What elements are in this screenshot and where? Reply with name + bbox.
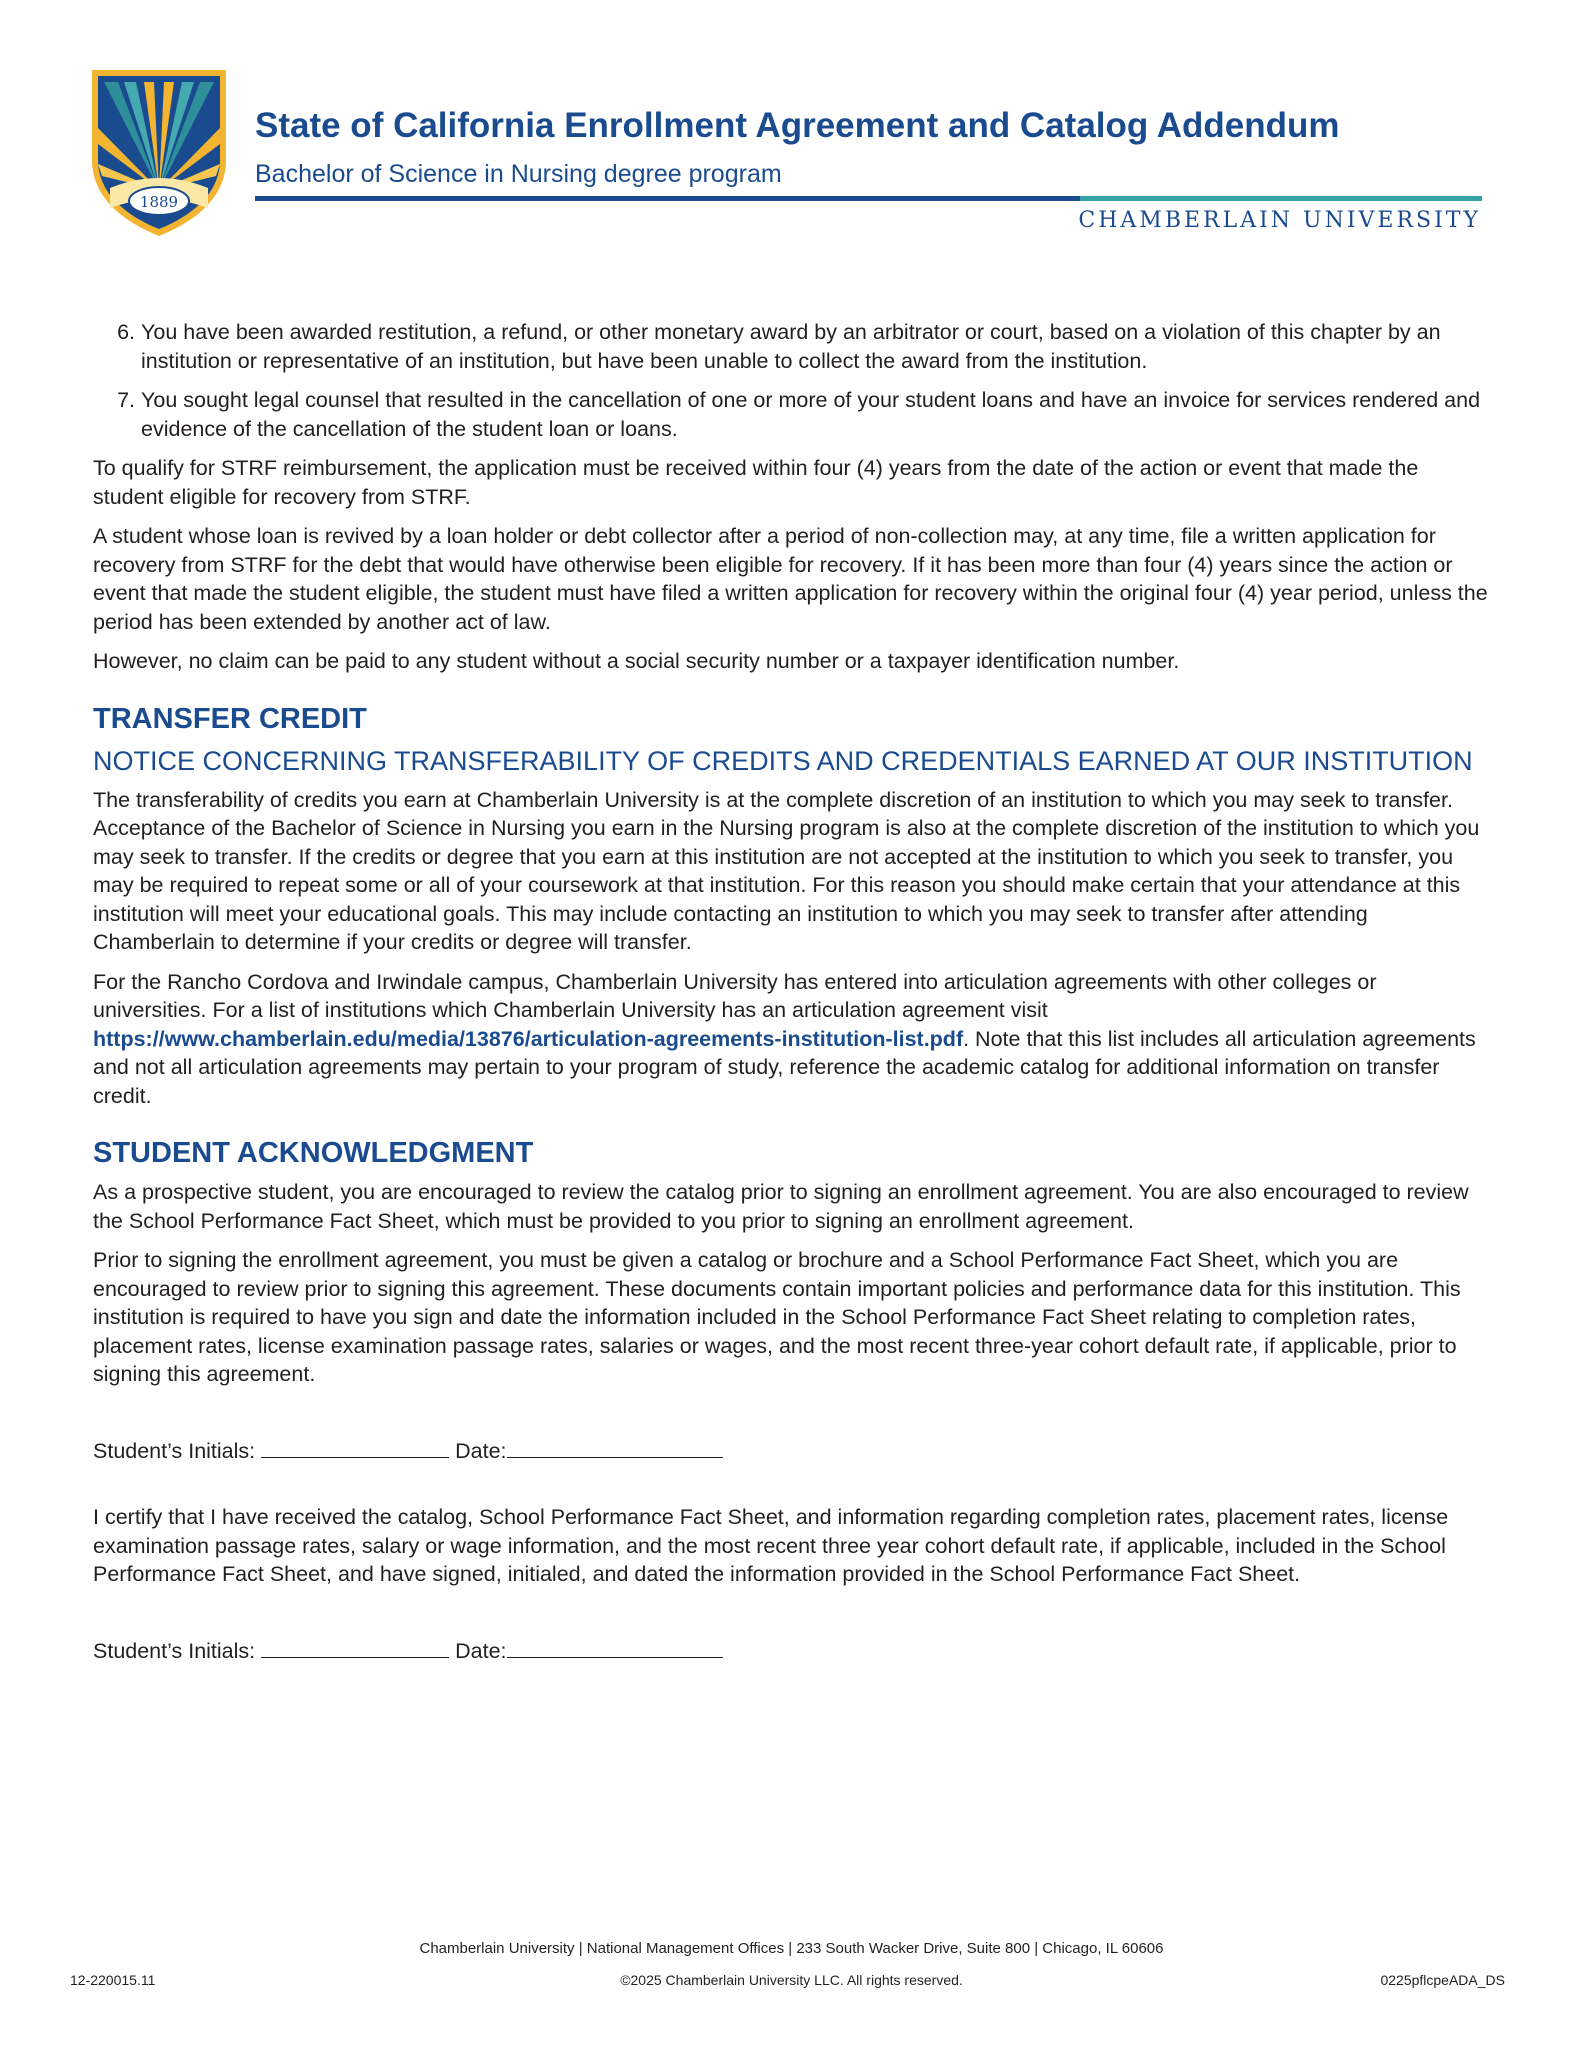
document-title: State of California Enrollment Agreement and Catalog Addendum	[255, 106, 1340, 145]
footer-document-number: 12-220015.11	[70, 1972, 156, 1988]
strf-paragraph-reimbursement: To qualify for STRF reimbursement, the application must be received within four (4) years from the date of the action or event that made the student eligible for recovery from STRF.	[93, 456, 1419, 509]
document-body	[93, 318, 1493, 1703]
acknowledgment-paragraph-catalog: As a prospective student, you are encouraged to review the catalog prior to signing an enrollment agreement. You are also encouraged to review the School Performance Fact Sheet, which must be provided to you prior to signing an enrollment agreement.	[93, 1180, 1469, 1233]
document-subtitle: Bachelor of Science in Nursing degree program	[255, 160, 782, 188]
strf-paragraph-revived-loan: A student whose loan is revived by a loan holder or debt collector after a period of non-collection may, at any time, file a written application for recovery from STRF for the debt that would have otherwise been eligible for recovery. If it has been more than four (4) years since the action or event that made the student eligible, the student must have filed a written application for recovery within the original four (4) year period, unless the period has been extended by another act of law.	[93, 524, 1488, 634]
strf-eligibility-list	[93, 318, 1493, 443]
initials-field[interactable]	[261, 1635, 449, 1658]
acknowledgment-paragraph-fact-sheet: Prior to signing the enrollment agreement, you must be given a catalog or brochure and a School Performance Fact Sheet, which you are encouraged to review prior to signing this agreement. These documents contain important policies and performance data for this institution. This institution is required to have you sign and date the information included in the School Performance Fact Sheet relating to completion rates, placement rates, license examination passage rates, salaries or wages, and the most recent three-year cohort default rate, if applicable, prior to signing this agreement.	[93, 1248, 1461, 1386]
articulation-text-start: For the Rancho Cordova and Irwindale campus, Chamberlain University has entered into articulation agreements with other colleges or universities. For a list of institutions which Chamberlain University has an articulation agreement visit	[93, 969, 1377, 1022]
seal-year: 1889	[139, 193, 179, 211]
transferability-paragraph: The transferability of credits you earn at Chamberlain University is at the complete discretion of an institution to which you may seek to transfer. Acceptance of the Bachelor of Science in Nursing you earn in the Nursing program is also at the complete discretion of the institution to which you may seek to transfer. If the credits or degree that you earn at this institution are not accepted at the institution to which you seek to transfer, you may be required to repeat some or all of your coursework at that institution. For this reason you should make certain that your attendance at this institution will meet your educational goals. This may include contacting an institution to which you may seek to transfer after attending Chamberlain to determine if your credits or degree will transfer.	[93, 787, 1480, 954]
signature-row-2	[93, 1635, 1493, 1666]
strf-paragraph-claim: However, no claim can be paid to any student without a social security number or a taxpayer identification number.	[93, 649, 1180, 673]
initials-field[interactable]	[261, 1435, 449, 1458]
signature-row-1	[93, 1435, 1493, 1466]
date-label: Date:	[455, 1638, 507, 1663]
transfer-credit-heading: TRANSFER CREDIT	[93, 702, 367, 735]
initials-label: Student’s Initials:	[93, 1438, 256, 1463]
footer-copyright: ©2025 Chamberlain University LLC. All rights reserved.	[620, 1972, 963, 1988]
date-label: Date:	[455, 1438, 507, 1463]
footer-address: Chamberlain University | National Management Offices | 233 South Wacker Drive, Suite 800 | Chicago, IL 60606	[419, 1940, 1164, 1957]
chamberlain-seal-logo	[90, 68, 228, 238]
date-field[interactable]	[507, 1635, 723, 1658]
initials-label: Student’s Initials:	[93, 1638, 256, 1663]
date-field[interactable]	[507, 1435, 723, 1458]
header-rule-teal	[1080, 196, 1482, 201]
articulation-agreements-link[interactable]: https://www.chamberlain.edu/media/13876/articulation-agreements-institution-list.pdf	[93, 1026, 964, 1051]
articulation-paragraph	[93, 968, 1493, 1111]
document-header	[0, 0, 1583, 250]
university-wordmark: CHAMBERLAIN UNIVERSITY	[1078, 208, 1481, 233]
certification-paragraph: I certify that I have received the catalog, School Performance Fact Sheet, and information regarding completion rates, placement rates, license examination passage rates, salary or wage information, and the most recent three year cohort default rate, if applicable, included in the School Performance Fact Sheet, and have signed, initialed, and dated the information provided in the School Performance Fact Sheet.	[93, 1505, 1449, 1586]
transferability-notice-heading: NOTICE CONCERNING TRANSFERABILITY OF CREDITS AND CREDENTIALS EARNED AT OUR INSTITUTION	[93, 745, 1473, 776]
header-rule-blue	[255, 196, 1080, 201]
articulation-text-end: . Note that this list includes all articulation agreements and not all articulation agreements may pertain to your program of study, reference the academic catalog for additional information on transfer credit.	[93, 1026, 1476, 1108]
list-item: 6. You have been awarded restitution, a refund, or other monetary award by an arbitrator or court, based on a violation of this chapter by an institution or representative of an institution, but have been unable to collect the award from the institution.	[141, 318, 1493, 375]
student-acknowledgment-heading: STUDENT ACKNOWLEDGMENT	[93, 1137, 534, 1169]
list-item: 7. You sought legal counsel that resulted in the cancellation of one or more of your student loans and have an invoice for services rendered and evidence of the cancellation of the student loan or loans.	[141, 386, 1493, 443]
footer-form-code: 0225pflcpeADA_DS	[1380, 1972, 1505, 1988]
